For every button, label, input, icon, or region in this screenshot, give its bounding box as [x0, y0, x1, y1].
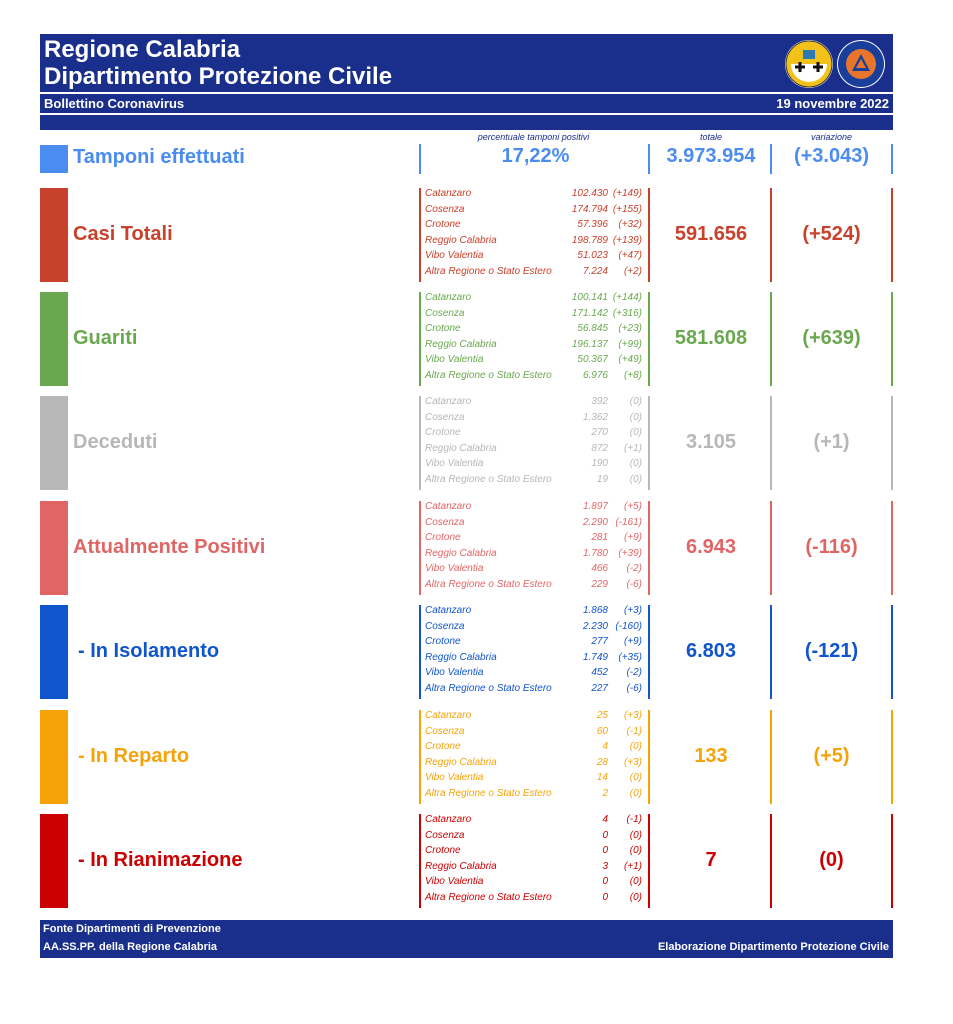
province-delta: (+8): [623, 369, 642, 381]
province-line: [423, 308, 648, 324]
province-value: 50.367: [577, 354, 608, 365]
province-line: [423, 292, 648, 308]
province-delta: (0): [629, 891, 642, 903]
column-divider: [891, 605, 893, 699]
province-value: 392: [591, 396, 608, 407]
province-delta: (+99): [618, 338, 642, 350]
province-value: 25: [596, 710, 608, 721]
category-color-bar: [40, 605, 68, 699]
province-name: Crotone: [425, 636, 461, 647]
province-name: Cosenza: [425, 829, 465, 841]
province-delta: (0): [629, 396, 642, 407]
province-line: [423, 772, 648, 788]
tamponi-total: 3.973.954: [666, 145, 756, 167]
province-delta: (+3): [623, 756, 642, 768]
province-delta: (-2): [626, 563, 642, 574]
province-value: 0: [602, 891, 608, 903]
province-delta: (0): [629, 845, 642, 856]
province-name: Crotone: [425, 845, 461, 856]
province-value: 281: [591, 532, 608, 543]
province-value: 1.780: [582, 547, 608, 559]
province-name: Catanzaro: [425, 188, 472, 199]
province-name: Catanzaro: [425, 396, 472, 407]
province-delta: (-160): [615, 620, 642, 632]
province-name: Catanzaro: [425, 292, 472, 303]
tamponi-label: Tamponi effettuati: [73, 146, 245, 168]
province-name: Altra Regione o Stato Estero: [425, 787, 552, 799]
column-divider: [419, 605, 421, 699]
province-delta: (-6): [626, 578, 642, 590]
category-row: [40, 188, 893, 282]
category-total: 581.608: [674, 327, 748, 349]
province-value: 0: [602, 876, 608, 887]
province-delta: (+49): [618, 354, 642, 365]
province-value: 100.141: [571, 292, 608, 303]
province-name: Catanzaro: [425, 605, 472, 616]
province-line: [423, 830, 648, 846]
province-value: 19: [596, 473, 608, 485]
category-row: [40, 814, 893, 908]
province-delta: (+39): [618, 547, 642, 559]
province-value: 1.868: [582, 605, 608, 616]
province-line: [423, 563, 648, 579]
province-value: 227: [591, 682, 608, 694]
province-delta: (+3): [623, 710, 642, 721]
province-value: 57.396: [577, 219, 608, 230]
province-value: 60: [596, 725, 608, 737]
province-line: [423, 427, 648, 443]
province-delta: (-2): [626, 667, 642, 678]
category-color-bar: [40, 710, 68, 804]
province-delta: (+47): [618, 250, 642, 261]
province-line: [423, 370, 648, 386]
column-divider: [648, 292, 650, 386]
category-row: [40, 605, 893, 699]
province-name: Cosenza: [425, 725, 465, 737]
province-value: 102.430: [571, 188, 608, 199]
category-label: - In Isolamento: [78, 640, 220, 662]
column-divider: [648, 605, 650, 699]
column-divider: [891, 501, 893, 595]
province-delta: (0): [629, 411, 642, 423]
province-delta: (0): [629, 458, 642, 469]
province-delta: (0): [629, 741, 642, 752]
province-value: 2.290: [582, 516, 608, 528]
province-name: Cosenza: [425, 620, 465, 632]
category-color-bar: [40, 188, 68, 282]
province-name: Crotone: [425, 741, 461, 752]
category-label: Guariti: [73, 327, 138, 349]
province-name: Altra Regione o Stato Estero: [425, 369, 552, 381]
province-line: [423, 396, 648, 412]
province-name: Altra Regione o Stato Estero: [425, 682, 552, 694]
province-value: 270: [591, 427, 608, 438]
category-total: 6.803: [685, 640, 737, 662]
category-variation: (-116): [805, 536, 858, 558]
category-color-bar: [40, 396, 68, 490]
province-value: 14: [596, 772, 608, 783]
province-delta: (+9): [623, 636, 642, 647]
column-divider: [648, 188, 650, 282]
province-delta: (-1): [626, 725, 642, 737]
province-line: [423, 219, 648, 235]
category-variation: (+1): [813, 431, 850, 453]
province-breakdown: [419, 710, 648, 804]
province-value: 229: [591, 578, 608, 590]
column-divider: [770, 396, 772, 490]
calabria-emblem-icon: [785, 40, 833, 88]
province-value: 1.897: [582, 501, 608, 512]
column-divider: [891, 814, 893, 908]
province-line: [423, 517, 648, 533]
province-breakdown: [419, 396, 648, 490]
province-line: [423, 845, 648, 861]
province-value: 277: [591, 636, 608, 647]
province-delta: (+139): [612, 234, 642, 246]
province-value: 51.023: [577, 250, 608, 261]
category-color-bar: [40, 501, 68, 595]
province-name: Crotone: [425, 219, 461, 230]
province-delta: (+155): [612, 203, 642, 215]
province-name: Cosenza: [425, 307, 465, 319]
province-name: Crotone: [425, 427, 461, 438]
province-name: Catanzaro: [425, 814, 472, 825]
province-line: [423, 579, 648, 595]
province-delta: (0): [629, 427, 642, 438]
column-divider: [770, 605, 772, 699]
province-breakdown: [419, 292, 648, 386]
province-line: [423, 204, 648, 220]
category-total: 3.105: [685, 431, 737, 453]
logos: [785, 40, 885, 88]
province-line: [423, 621, 648, 637]
pct-column-header: percentuale tamponi positivi: [477, 132, 590, 142]
province-delta: (-161): [615, 516, 642, 528]
column-divider: [891, 188, 893, 282]
province-line: [423, 683, 648, 699]
footer: [40, 920, 893, 958]
province-value: 872: [591, 442, 608, 454]
category-total: 7: [705, 849, 717, 871]
province-value: 56.845: [577, 323, 608, 334]
province-line: [423, 876, 648, 892]
province-name: Catanzaro: [425, 710, 472, 721]
province-line: [423, 250, 648, 266]
bulletin-page: [40, 34, 893, 176]
province-value: 3: [602, 860, 608, 872]
province-breakdown: [419, 605, 648, 699]
province-name: Reggio Calabria: [425, 756, 497, 768]
province-line: [423, 788, 648, 804]
province-value: 2.230: [582, 620, 608, 632]
province-delta: (+316): [612, 307, 642, 319]
province-line: [423, 188, 648, 204]
bulletin-date: 19 novembre 2022: [776, 96, 889, 111]
province-line: [423, 458, 648, 474]
column-divider: [419, 292, 421, 386]
province-name: Vibo Valentia: [425, 458, 484, 469]
province-line: [423, 532, 648, 548]
column-divider: [770, 188, 772, 282]
category-variation: (+639): [802, 327, 861, 349]
province-line: [423, 636, 648, 652]
category-label: Deceduti: [73, 431, 158, 453]
province-line: [423, 667, 648, 683]
header: [40, 34, 893, 92]
province-value: 174.794: [571, 203, 608, 215]
column-divider: [648, 710, 650, 804]
province-value: 2: [602, 787, 608, 799]
province-line: [423, 501, 648, 517]
province-name: Reggio Calabria: [425, 860, 497, 872]
province-name: Crotone: [425, 532, 461, 543]
province-name: Vibo Valentia: [425, 354, 484, 365]
province-delta: (-6): [626, 682, 642, 694]
province-name: Vibo Valentia: [425, 772, 484, 783]
province-delta: (+2): [623, 265, 642, 277]
province-value: 452: [591, 667, 608, 678]
province-value: 190: [591, 458, 608, 469]
tamponi-variation: (+3.043): [793, 145, 870, 167]
province-delta: (0): [629, 876, 642, 887]
footer-credit: Elaborazione Dipartimento Protezione Civile: [657, 941, 889, 953]
province-value: 6.976: [582, 369, 608, 381]
province-name: Altra Regione o Stato Estero: [425, 891, 552, 903]
column-divider: [770, 292, 772, 386]
province-name: Crotone: [425, 323, 461, 334]
province-line: [423, 235, 648, 251]
province-delta: (+144): [612, 292, 642, 303]
province-value: 28: [596, 756, 608, 768]
province-delta: (0): [629, 473, 642, 485]
province-delta: (+1): [623, 860, 642, 872]
province-name: Vibo Valentia: [425, 876, 484, 887]
region-title: Regione Calabria: [44, 36, 241, 63]
column-divider: [891, 710, 893, 804]
province-line: [423, 652, 648, 668]
province-name: Vibo Valentia: [425, 563, 484, 574]
category-label: - In Reparto: [78, 745, 190, 767]
tamponi-marker: [40, 145, 68, 173]
department-title: Dipartimento Protezione Civile: [44, 63, 393, 90]
province-delta: (-1): [626, 814, 642, 825]
province-value: 198.789: [571, 234, 608, 246]
province-delta: (0): [629, 829, 642, 841]
column-divider: [419, 501, 421, 595]
province-name: Reggio Calabria: [425, 442, 497, 454]
province-line: [423, 412, 648, 428]
variation-column-header: variazione: [810, 132, 853, 142]
province-value: 171.142: [571, 307, 608, 319]
province-name: Altra Regione o Stato Estero: [425, 578, 552, 590]
province-line: [423, 741, 648, 757]
province-delta: (+9): [623, 532, 642, 543]
tamponi-percent: 17,22%: [501, 145, 570, 167]
column-divider: [648, 501, 650, 595]
category-variation: (+5): [813, 745, 850, 767]
category-label: - In Rianimazione: [78, 849, 243, 871]
province-name: Catanzaro: [425, 501, 472, 512]
category-total: 591.656: [674, 223, 748, 245]
province-line: [423, 892, 648, 908]
province-value: 0: [602, 845, 608, 856]
province-delta: (+149): [612, 188, 642, 199]
column-divider: [891, 292, 893, 386]
column-divider: [770, 814, 772, 908]
column-divider: [770, 501, 772, 595]
province-line: [423, 339, 648, 355]
province-name: Cosenza: [425, 516, 465, 528]
province-line: [423, 323, 648, 339]
column-divider: [419, 814, 421, 908]
province-name: Vibo Valentia: [425, 667, 484, 678]
province-name: Reggio Calabria: [425, 651, 497, 663]
tamponi-row: [40, 130, 893, 176]
province-value: 1.749: [582, 651, 608, 663]
province-delta: (0): [629, 787, 642, 799]
column-divider: [648, 814, 650, 908]
province-value: 4: [602, 814, 608, 825]
category-label: Casi Totali: [73, 223, 173, 245]
category-color-bar: [40, 814, 68, 908]
province-name: Reggio Calabria: [425, 547, 497, 559]
province-value: 196.137: [571, 338, 608, 350]
civil-protection-logo-icon: [837, 40, 885, 88]
category-total: 6.943: [685, 536, 737, 558]
province-line: [423, 548, 648, 564]
province-name: Cosenza: [425, 411, 465, 423]
category-row: [40, 292, 893, 386]
category-variation: (+524): [802, 223, 861, 245]
bulletin-label: Bollettino Coronavirus: [44, 96, 185, 111]
province-delta: (+35): [618, 651, 642, 663]
subheader: [40, 94, 893, 113]
province-line: [423, 757, 648, 773]
category-variation: (-121): [804, 640, 859, 662]
category-variation: (0): [819, 849, 844, 871]
category-total: 133: [694, 745, 728, 767]
province-line: [423, 354, 648, 370]
province-name: Reggio Calabria: [425, 338, 497, 350]
province-line: [423, 474, 648, 490]
province-delta: (+3): [623, 605, 642, 616]
total-column-header: totale: [699, 132, 723, 142]
category-color-bar: [40, 292, 68, 386]
province-name: Altra Regione o Stato Estero: [425, 265, 552, 277]
province-name: Reggio Calabria: [425, 234, 497, 246]
column-divider: [419, 710, 421, 804]
column-divider: [419, 188, 421, 282]
province-breakdown: [419, 814, 648, 908]
province-breakdown: [419, 188, 648, 282]
province-line: [423, 814, 648, 830]
category-row: [40, 710, 893, 804]
column-divider: [419, 396, 421, 490]
column-divider: [770, 710, 772, 804]
province-line: [423, 861, 648, 877]
province-value: 1.362: [582, 411, 608, 423]
column-divider: [648, 396, 650, 490]
province-delta: (+32): [618, 219, 642, 230]
category-label: Attualmente Positivi: [73, 536, 266, 558]
province-name: Cosenza: [425, 203, 465, 215]
province-value: 0: [602, 829, 608, 841]
province-line: [423, 726, 648, 742]
province-name: Vibo Valentia: [425, 250, 484, 261]
column-divider: [891, 396, 893, 490]
province-delta: (0): [629, 772, 642, 783]
province-value: 4: [602, 741, 608, 752]
province-delta: (+1): [623, 442, 642, 454]
province-name: Altra Regione o Stato Estero: [425, 473, 552, 485]
footer-source-line1: Fonte Dipartimenti di Prevenzione: [43, 923, 221, 935]
province-value: 466: [591, 563, 608, 574]
province-line: [423, 605, 648, 621]
province-value: 7.224: [582, 265, 608, 277]
province-breakdown: [419, 501, 648, 595]
province-line: [423, 710, 648, 726]
category-row: [40, 501, 893, 595]
province-delta: (+23): [618, 323, 642, 334]
province-delta: (+5): [623, 501, 642, 512]
footer-source-line2: AA.SS.PP. della Regione Calabria: [43, 941, 218, 953]
category-row: [40, 396, 893, 490]
province-line: [423, 443, 648, 459]
province-line: [423, 266, 648, 282]
